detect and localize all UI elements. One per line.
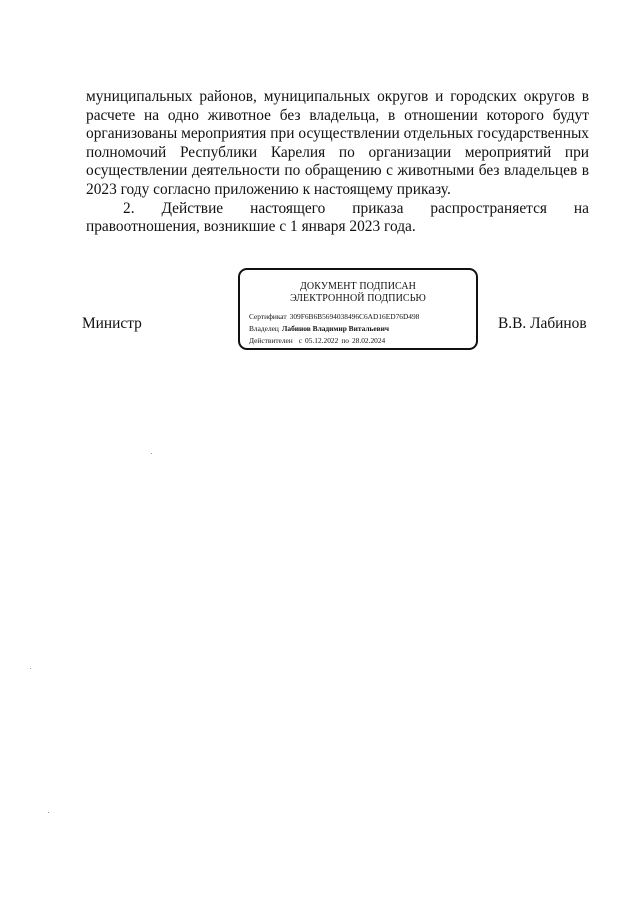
valid-label: Действителен — [249, 336, 293, 345]
electronic-signature-stamp — [238, 268, 478, 350]
valid-to-date: 28.02.2024 — [351, 336, 386, 345]
signatory-name: В.В. Лабинов — [498, 315, 587, 332]
paragraph-1: муниципальных районов, муниципальных округов и городских округов в расчете на одно животное без владельца, в отношении которого будут организованы мероприятия при осуществлении отдельных государственных полномочий Республики Карелия по организации мероприятий при осуществлении деятельности по обращению с животными без владельцев в 2023 году согласно приложению к настоящему приказу. — [86, 88, 589, 198]
valid-to-word: по — [341, 336, 349, 345]
scan-speck — [151, 453, 152, 454]
valid-from-word: с — [298, 336, 303, 345]
stamp-title-line-1: ДОКУМЕНТ ПОДПИСАН — [300, 281, 416, 292]
stamp-certificate — [249, 312, 419, 321]
document-body — [86, 88, 589, 237]
owner-value: Лабинов Владимир Витальевич — [281, 324, 390, 333]
paragraph-2: 2. Действие настоящего приказа распространяется на правоотношения, возникшие с 1 января 2023 года. — [86, 199, 589, 236]
signatory-position: Министр — [82, 315, 142, 332]
valid-from-date: 05.12.2022 — [305, 336, 339, 345]
stamp-validity — [249, 336, 385, 345]
scan-speck — [48, 812, 49, 813]
stamp-owner — [249, 324, 389, 333]
owner-label: Владелец — [249, 324, 279, 333]
certificate-label: Сертификат — [249, 312, 287, 321]
scan-speck — [30, 668, 31, 669]
certificate-value: 309F6B6B5694038496C6AD16ED76D498 — [289, 312, 420, 321]
stamp-title-line-2: ЭЛЕКТРОННОЙ ПОДПИСЬЮ — [290, 293, 426, 304]
